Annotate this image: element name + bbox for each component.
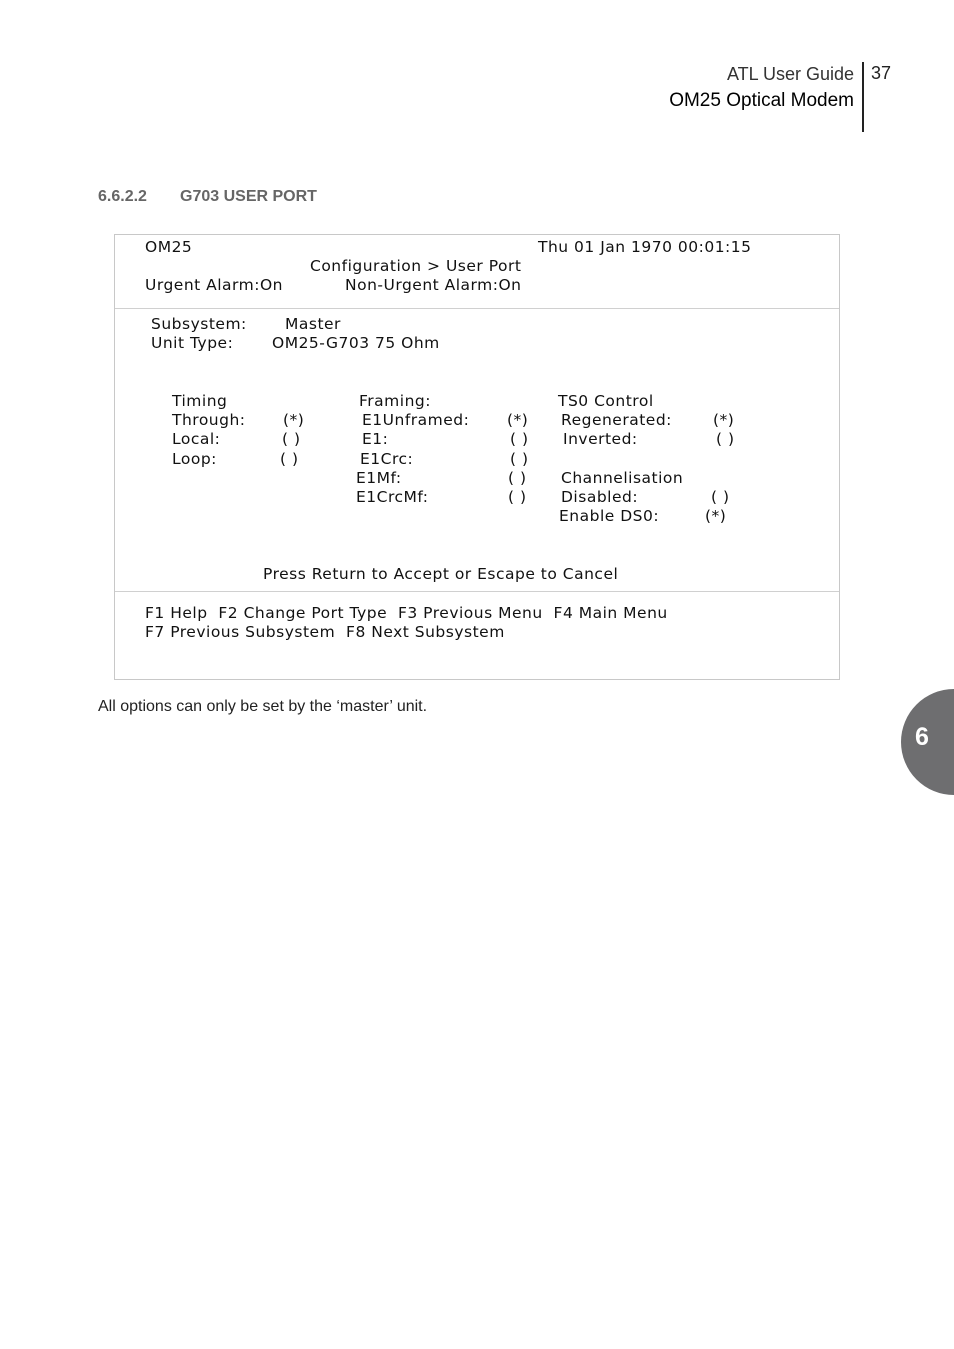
timing-local-radio[interactable]: ( ): [282, 430, 301, 448]
device-name: OM25: [145, 238, 193, 256]
body-caption: All options can only be set by the ‘master’ unit.: [98, 698, 428, 715]
framing-e1crc-radio[interactable]: ( ): [510, 450, 529, 468]
framing-e1mf-label: E1Mf:: [356, 469, 402, 487]
chapter-tab: [901, 689, 954, 795]
timing-loop-radio[interactable]: ( ): [280, 450, 299, 468]
section-number: 6.6.2.2: [98, 188, 147, 205]
urgent-alarm-status: Urgent Alarm:On: [145, 276, 284, 294]
divider: [115, 591, 839, 592]
subsystem-label: Subsystem:: [151, 315, 247, 333]
subsystem-value[interactable]: Master: [285, 315, 341, 333]
timing-through-radio[interactable]: (*): [283, 411, 305, 429]
framing-heading: Framing:: [359, 392, 431, 410]
channelisation-enable-ds0-radio[interactable]: (*): [705, 507, 727, 525]
timing-through-label: Through:: [172, 411, 246, 429]
framing-e1unframed-label: E1Unframed:: [362, 411, 470, 429]
framing-e1crcmf-label: E1CrcMf:: [356, 488, 429, 506]
chapter-number: 6: [915, 723, 929, 751]
timing-local-label: Local:: [172, 430, 221, 448]
section-heading: [98, 188, 317, 206]
framing-e1-radio[interactable]: ( ): [510, 430, 529, 448]
channelisation-disabled-label: Disabled:: [561, 488, 639, 506]
datetime: Thu 01 Jan 1970 00:01:15: [538, 238, 752, 256]
ts0-inverted-label: Inverted:: [563, 430, 638, 448]
channelisation-enable-ds0-label: Enable DS0:: [559, 507, 660, 525]
function-keys-line-2[interactable]: F7 Previous Subsystem F8 Next Subsystem: [145, 623, 505, 641]
terminal-screen: [114, 234, 840, 680]
framing-e1unframed-radio[interactable]: (*): [507, 411, 529, 429]
non-urgent-alarm-status: Non-Urgent Alarm:On: [345, 276, 522, 294]
divider: [115, 308, 839, 309]
channelisation-heading: Channelisation: [561, 469, 684, 487]
product-name: OM25 Optical Modem: [669, 90, 854, 111]
unit-type-value: OM25-G703 75 Ohm: [272, 334, 440, 352]
ts0-inverted-radio[interactable]: ( ): [716, 430, 735, 448]
accept-prompt: Press Return to Accept or Escape to Cancel: [263, 565, 619, 583]
ts0-heading: TS0 Control: [558, 392, 654, 410]
channelisation-disabled-radio[interactable]: ( ): [711, 488, 730, 506]
framing-e1crc-label: E1Crc:: [360, 450, 414, 468]
ts0-regenerated-radio[interactable]: (*): [713, 411, 735, 429]
ts0-regenerated-label: Regenerated:: [561, 411, 672, 429]
function-keys-line-1[interactable]: F1 Help F2 Change Port Type F3 Previous Menu F4 Main Menu: [145, 604, 668, 622]
timing-heading: Timing: [172, 392, 228, 410]
framing-e1-label: E1:: [362, 430, 389, 448]
section-title: G703 USER PORT: [180, 188, 317, 205]
framing-e1crcmf-radio[interactable]: ( ): [508, 488, 527, 506]
timing-loop-label: Loop:: [172, 450, 217, 468]
header-divider: [862, 62, 864, 132]
page-number: 37: [871, 63, 892, 83]
framing-e1mf-radio[interactable]: ( ): [508, 469, 527, 487]
breadcrumb: Configuration > User Port: [310, 257, 522, 275]
unit-type-label: Unit Type:: [151, 334, 234, 352]
guide-title: ATL User Guide: [726, 64, 854, 84]
